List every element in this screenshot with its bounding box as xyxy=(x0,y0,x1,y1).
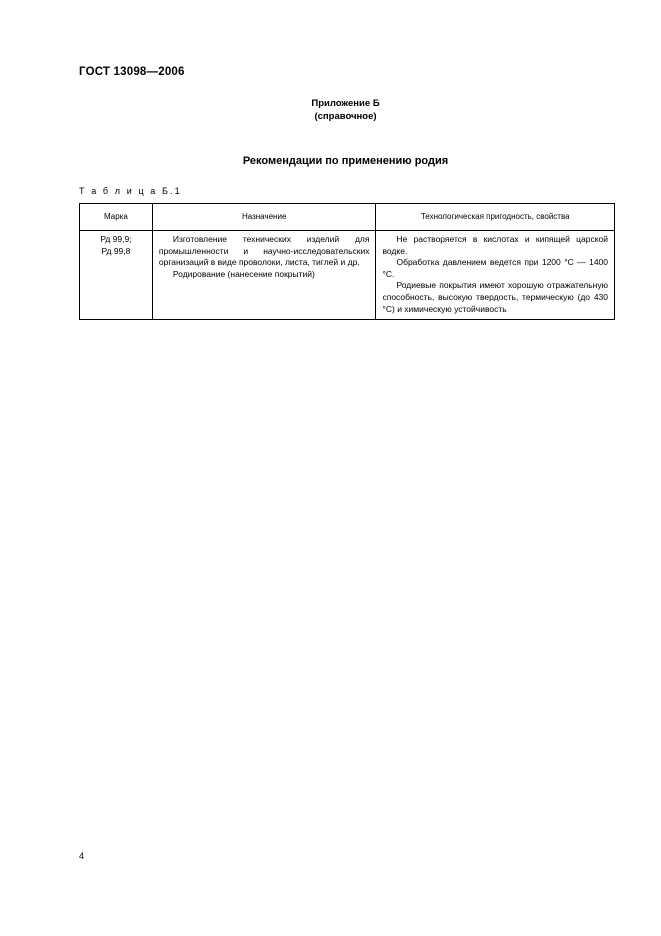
header-grade: Марка xyxy=(80,204,153,231)
purpose-paragraph: Изготовление технических изделий для промышленности и научно-исследовательских организаций в виде проволоки, листа, тиглей и др. xyxy=(158,234,370,268)
properties-paragraph: Родиевые покрытия имеют хорошую отражательную способность, высокую твердость, термическую (до 430 °С) и химическую устойчивость xyxy=(382,280,608,314)
properties-paragraph: Не растворяется в кислотах и кипящей царской водке. xyxy=(382,234,608,256)
table-header-row xyxy=(80,204,615,231)
appendix-type: (справочное) xyxy=(314,111,377,122)
document-code: ГОСТ 13098—2006 xyxy=(79,66,185,78)
header-purpose: Назначение xyxy=(152,204,376,231)
appendix-title: Приложение Б xyxy=(311,98,380,109)
cell-grade xyxy=(80,231,153,320)
section-title: Рекомендации по применению родия xyxy=(242,155,449,167)
grade-line: Рд 99,9; xyxy=(100,234,132,244)
grade-line: Рд 99,8 xyxy=(101,245,131,256)
purpose-paragraph: Родирование (нанесение покрытий) xyxy=(172,268,315,279)
cell-properties xyxy=(376,231,615,320)
properties-paragraph: Обработка давлением ведется при 1200 °С — 1400 °С. xyxy=(382,257,608,279)
cell-purpose xyxy=(152,231,376,320)
table-caption: Т а б л и ц а Б.1 xyxy=(79,186,182,196)
table-row xyxy=(80,231,615,320)
recommendations-table xyxy=(79,203,615,320)
header-properties: Технологическая пригодность, свойства xyxy=(376,204,615,231)
page-number: 4 xyxy=(79,851,85,861)
appendix-heading xyxy=(0,97,661,123)
